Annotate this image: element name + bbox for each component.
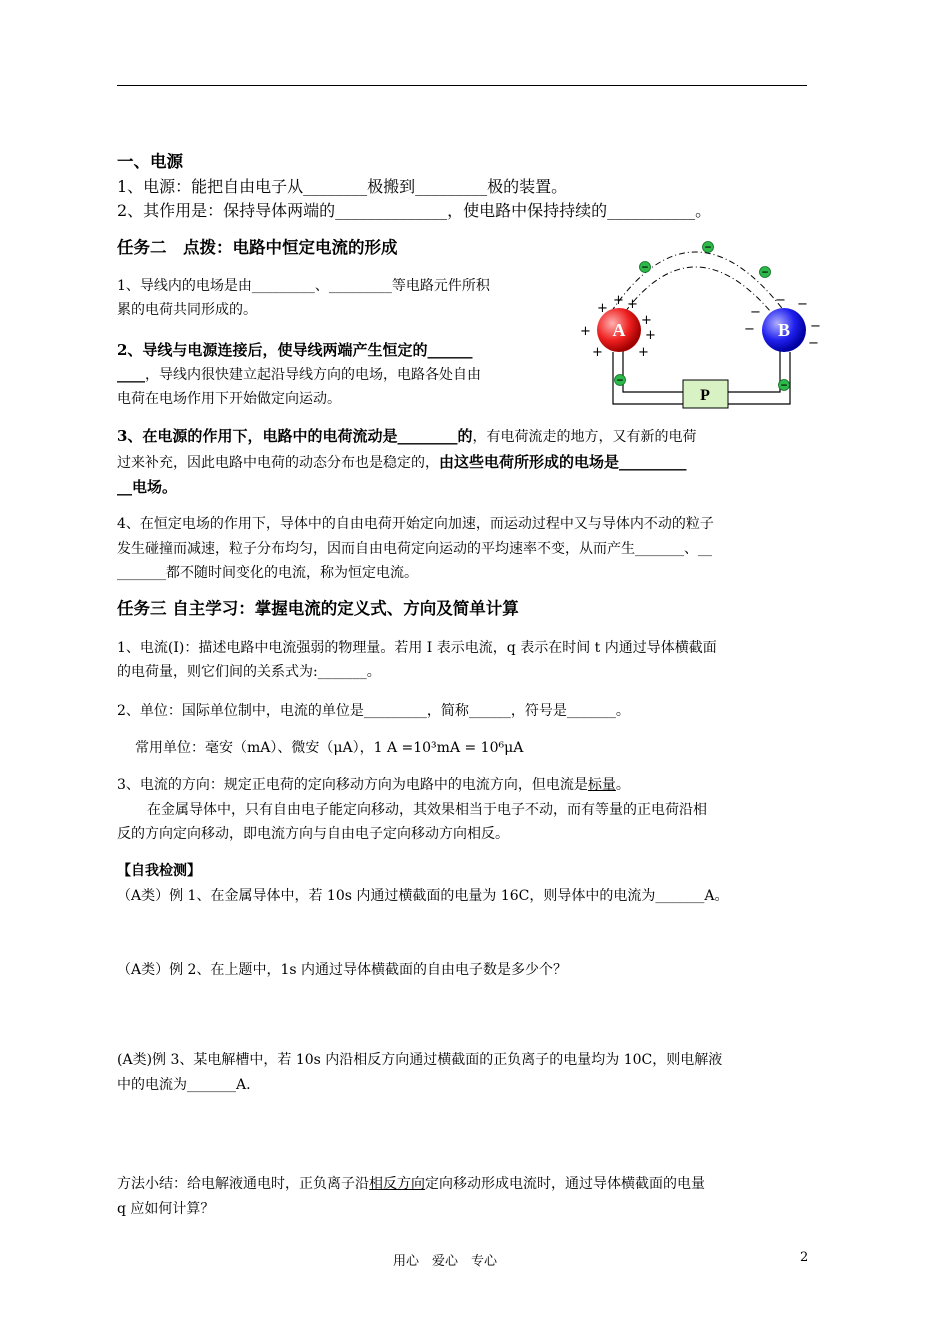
text-span: ，有电荷流走的地方，又有新的电荷	[472, 429, 697, 445]
minus-sign: −	[744, 322, 755, 337]
minus-sign: −	[750, 305, 761, 320]
plus-sign: +	[645, 328, 656, 343]
minus-sign: −	[775, 293, 786, 308]
minus-sign: −	[797, 297, 808, 312]
task3-heading: 任务三 自主学习：掌握电流的定义式、方向及简单计算	[117, 599, 519, 618]
electron-sign: −	[780, 381, 788, 391]
footer-text: 用心 爱心 专心	[393, 1254, 498, 1269]
example-3-line: (A类)例 3、某电解槽中，若 10s 内沿相反方向通过横截面的正负离子的电量均为 10C，则电解液	[117, 1052, 723, 1068]
plus-sign: +	[627, 297, 638, 312]
text-line: 累的电荷共同形成的。	[117, 302, 257, 318]
underlined-term: 标量	[587, 777, 616, 793]
text-line: 1、电源：能把自由电子从________极搬到_________极的装置。	[117, 177, 568, 196]
task2-heading: 任务二 点拨：电路中恒定电流的形成	[117, 238, 398, 257]
text-line: 2、其作用是：保持导体两端的______________，使电路中保持持续的___________。	[117, 201, 712, 220]
plus-sign: +	[641, 313, 652, 328]
header-rule	[117, 85, 807, 86]
minus-sign: −	[808, 336, 819, 351]
text-line: 发生碰撞而减速，粒子分布均匀，因而自由电荷定向运动的平均速率不变，从而产生_______、__	[117, 541, 712, 557]
bold-span: 3、在电源的作用下，电路中的电荷流动是________的	[117, 427, 473, 445]
text-line: 4、在恒定电场的作用下，导体中的自由电荷开始定向加速，而运动过程中又与导体内不动的粒子	[117, 516, 714, 532]
text-span: ，导线内很快建立起沿导线方向的电场，电路各处自由	[145, 367, 481, 383]
text-line: 在金属导体中，只有自由电子能定向移动，其效果相当于电子不动，而有等量的正电荷沿相	[147, 802, 707, 818]
plus-sign: +	[580, 324, 591, 339]
electron-sign: −	[761, 268, 769, 278]
text-line: 2、导线与电源连接后，使导线两端产生恒定的______	[117, 341, 473, 359]
example-2: （A类）例 2、在上题中，1s 内通过导体横截面的自由电子数是多少个？	[117, 962, 568, 978]
text-line: 1、电流(I)：描述电路中电流强弱的物理量。若用 I 表示电流，q 表示在时间 t 内通过导体横截面	[117, 640, 717, 656]
self-check-heading: 【自我检测】	[117, 863, 201, 879]
minus-sign: −	[810, 319, 821, 334]
p-label: P	[700, 387, 710, 404]
plus-sign: +	[638, 345, 649, 360]
ball-b-label: B	[777, 320, 791, 340]
electron-sign: −	[616, 376, 624, 386]
electron-sign: −	[641, 263, 649, 273]
summary-line: q 应如何计算？	[117, 1201, 215, 1217]
summary-line	[117, 1174, 705, 1194]
units-line: 常用单位：毫安（mA）、微安（μA），1 A =10³mA = 10⁶μA	[135, 740, 524, 756]
electron-sign: −	[704, 243, 712, 253]
text-line: 的电荷量，则它们间的关系式为:_______。	[117, 664, 381, 680]
text-line: _______都不随时间变化的电流，称为恒定电流。	[117, 565, 418, 581]
text-span: 方法小结：给电解液通电时，正负离子沿	[117, 1176, 369, 1192]
electric-field-circuit-figure	[575, 232, 835, 412]
text-line	[117, 426, 696, 447]
example-3-line: 中的电流为_______A.	[117, 1077, 251, 1093]
text-span: 3、电流的方向：规定正电荷的定向移动方向为电路中的电流方向，但电流是	[117, 777, 588, 793]
text-line: 电荷在电场作用下开始做定向运动。	[117, 391, 341, 407]
plus-sign: +	[597, 301, 608, 316]
text-span: 定向移动形成电流时，通过导体横截面的电量	[425, 1176, 705, 1192]
text-line	[117, 365, 481, 385]
plus-sign: +	[592, 345, 603, 360]
blank: ____	[117, 367, 145, 383]
page-number: 2	[800, 1250, 809, 1265]
bold-span: 由这些电荷所形成的电场是_________	[439, 453, 687, 471]
text-line: __电场。	[117, 478, 178, 496]
text-span: 过来补充，因此电路中电荷的动态分布也是稳定的，	[117, 455, 439, 471]
underlined-term: 相反方向	[369, 1176, 425, 1192]
text-line: 1、导线内的电场是由_________、_________等电路元件所积	[117, 278, 490, 294]
plus-sign: +	[613, 293, 624, 308]
example-1: （A类）例 1、在金属导体中，若 10s 内通过横截面的电量为 16C，则导体中的电流为_______A。	[117, 888, 729, 904]
text-line: 反的方向定向移动，即电流方向与自由电子定向移动方向相反。	[117, 826, 509, 842]
text-line	[117, 775, 630, 795]
text-span: 。	[615, 777, 630, 793]
text-line	[117, 452, 687, 473]
ball-a-label: A	[612, 320, 626, 340]
section-heading-power: 一、电源	[117, 152, 183, 171]
text-line: 2、单位：国际单位制中，电流的单位是_________，简称______，符号是_______。	[117, 703, 630, 719]
